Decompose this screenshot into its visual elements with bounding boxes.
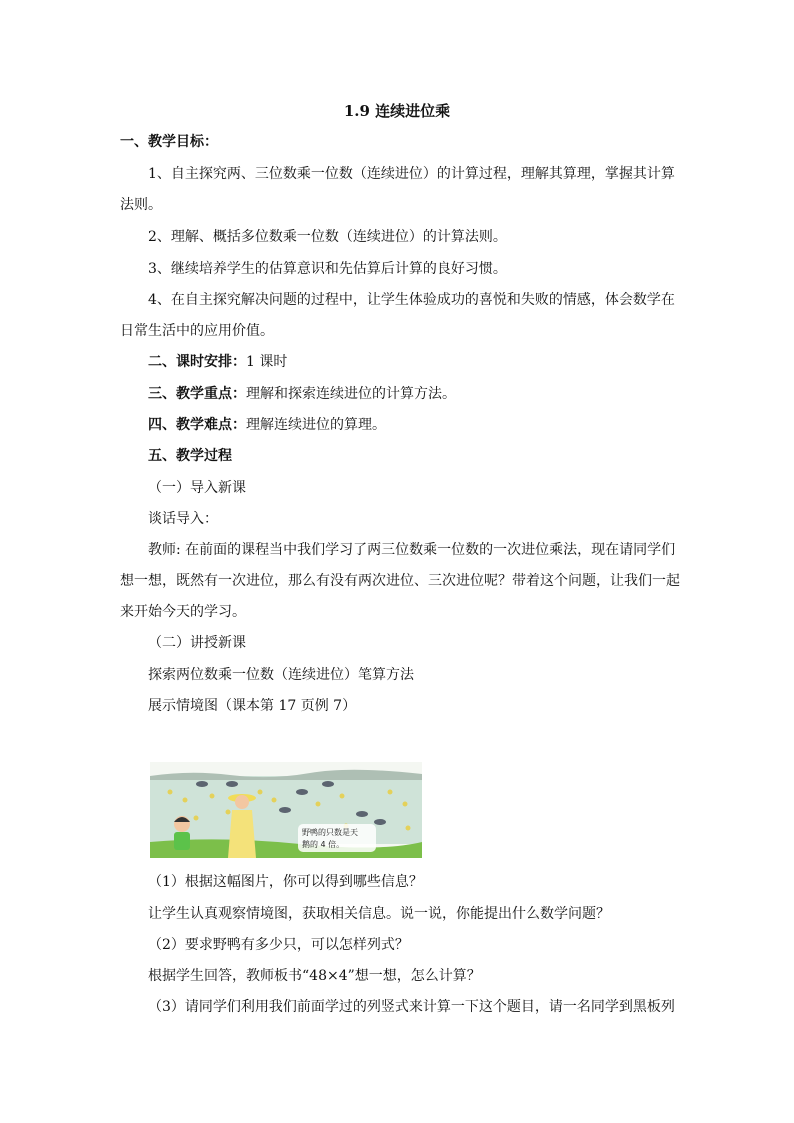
part-1-subheading: 谈话导入： [148,511,218,527]
section-difficulty [148,415,708,435]
part-1-heading: （一）导入新课 [148,480,246,496]
page-title: 1.9 连续进位乘 [343,102,451,120]
question-1: （1）根据这幅图片，你可以得到哪些信息？ [148,874,423,890]
schedule-value: 1 课时 [246,354,288,370]
part-1-para-line-3: 来开始今天的学习。 [120,604,246,620]
goal-2: 2、理解、概括多位数乘一位数（连续进位）的计算法则。 [148,229,507,245]
schedule-label: 二、课时安排： [148,354,246,370]
difficulty-label: 四、教学难点： [148,417,246,433]
boy-figure [174,816,190,850]
question-2-text: 根据学生回答，教师板书“48×4”想一想，怎么计算？ [148,968,481,984]
goal-4-line-2: 日常生活中的应用价值。 [120,323,274,339]
part-2-subheading: 探索两位数乘一位数（连续进位）笔算方法 [148,667,414,683]
key-points-value: 理解和探索连续进位的计算方法。 [246,386,456,402]
section-schedule [148,352,708,372]
section-heading-objectives: 一、教学目标： [120,134,218,150]
speech-bubble-text-line-1: 野鸭的只数是天 [302,828,358,837]
part-1-para-line-2: 想一想，既然有一次进位，那么有没有两次进位、三次进位呢？带着这个问题，让我们一起 [120,573,680,589]
question-1-text: 让学生认真观察情境图，获取相关信息。说一说，你能提出什么数学问题？ [148,906,610,922]
section-heading-process: 五、教学过程 [148,448,232,464]
goal-3: 3、继续培养学生的估算意识和先估算后计算的良好习惯。 [148,261,507,277]
part-2-heading: （二）讲授新课 [148,635,246,651]
goal-1-line-2: 法则。 [120,197,162,213]
section-key-points [148,384,708,404]
speech-bubble-text-line-2: 鹅的 4 倍。 [302,840,345,849]
part-1-para-line-1: 教师: 在前面的课程当中我们学习了两三位数乘一位数的一次进位乘法，现在请同学们 [148,542,676,558]
figure-caption: 展示情境图（课本第 17 页例 7） [148,698,357,714]
question-2: （2）要求野鸭有多少只，可以怎样列式？ [148,937,409,953]
key-points-label: 三、教学重点： [148,386,246,402]
scene-illustration [150,762,422,858]
question-3: （3）请同学们利用我们前面学过的列竖式来计算一下这个题目，请一名同学到黑板列 [148,999,675,1015]
difficulty-value: 理解连续进位的算理。 [246,417,386,433]
goal-4-line-1: 4、在自主探究解决问题的过程中，让学生体验成功的喜悦和失败的情感，体会数学在 [148,292,675,308]
goal-1-line-1: 1、自主探究两、三位数乘一位数（连续进位）的计算过程，理解其算理，掌握其计算 [148,166,675,182]
